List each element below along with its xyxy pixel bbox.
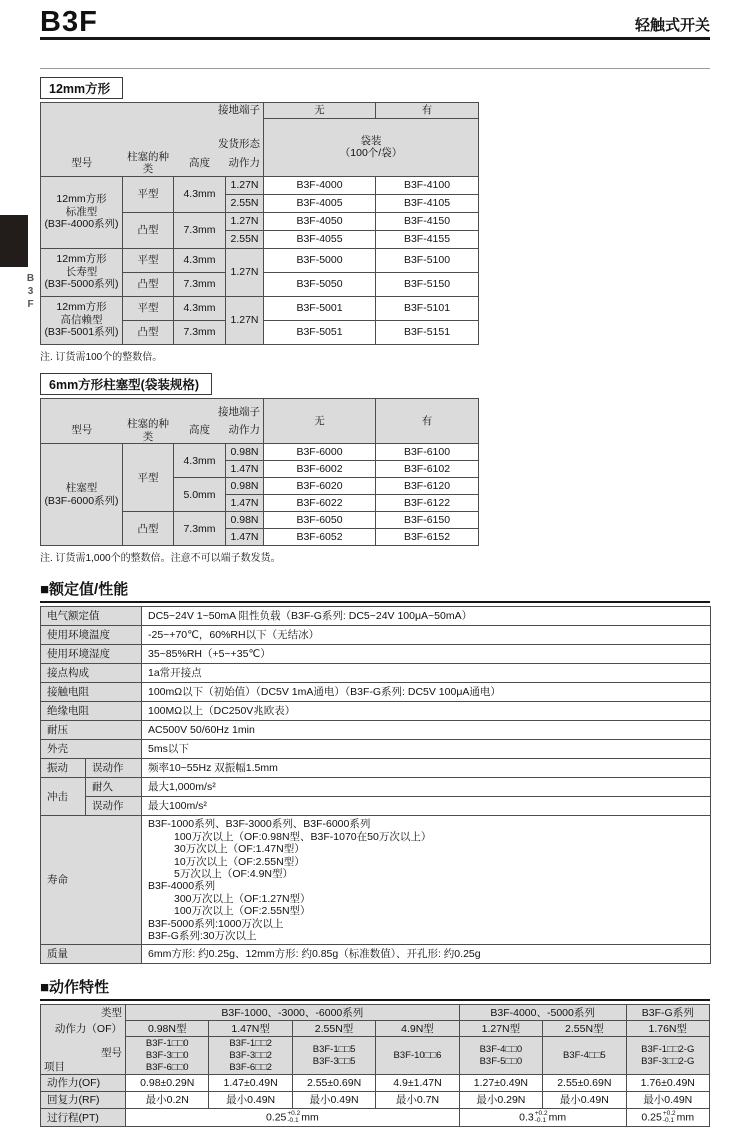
section-tab-marker [0,215,28,267]
plunger-cell: 凸型 [123,320,174,344]
force-cell: 0.98N [226,478,264,495]
rf-value: 最小0.49N [543,1092,626,1109]
series-line: (B3F-4000系列) [44,218,119,231]
rf-value: 最小0.7N [376,1092,459,1109]
header-with: 有 [376,398,479,444]
header-with: 有 [376,103,479,119]
pt-value: 0.25 +0.2 -0.1 mm [126,1109,460,1127]
plunger-cell: 平型 [123,248,174,272]
force-cell: 0.98N [226,444,264,461]
force-cell: 1.27N [226,248,264,296]
row-label: 动作力(OF) [41,1075,126,1092]
header-ship-form: 发货形态 [41,119,264,151]
force-cell: 2.55N [226,230,264,248]
life-line: 300万次以上（OF:1.27N型） [174,892,311,905]
rating-value: 100mΩ以下（初始值）（DC5V 1mA通电）（B3F-G系列: DC5V 100μA通电） [142,683,711,702]
model-cell: B3F-5151 [376,320,479,344]
plunger-cell: 平型 [123,176,174,212]
height-cell: 4.3mm [174,444,226,478]
product-category: 轻触式开关 [634,17,710,34]
divider [40,999,710,1001]
of-type: 1.76N型 [626,1021,709,1037]
rating-label: 绝缘电阻 [41,702,142,721]
model-group: B3F-1□□2 B3F-3□□2 B3F-6□□2 [209,1037,292,1075]
pt-value: 0.3 +0.2 -0.1 mm [459,1109,626,1127]
rating-value: 频率10~55Hz 双振幅1.5mm [142,759,711,778]
series-name-cell [41,296,123,344]
model-cell: B3F-4155 [376,230,479,248]
model-group: B3F-4□□0 B3F-5□□0 [459,1037,542,1075]
model-cell: B3F-6100 [376,444,479,461]
life-line: 100万次以上（OF:2.55N型） [174,905,311,918]
force-cell: 1.47N [226,495,264,512]
force-cell: 2.55N [226,194,264,212]
rating-label: 使用环境温度 [41,626,142,645]
caption-12mm: 12mm方形 [40,77,123,99]
table-12mm [40,102,479,345]
header-ground-terminal: 接地端子 [41,398,264,418]
bag-line1: 袋装 [360,134,382,147]
model-cell: B3F-4150 [376,212,479,230]
life-line: 10万次以上（OF:2.55N型） [174,855,305,868]
model-group: B3F-1□□2-G B3F-3□□2-G [626,1037,709,1075]
model-cell: B3F-4005 [264,194,376,212]
model-group: B3F-1□□5 B3F-3□□5 [292,1037,375,1075]
plunger-cell: 平型 [123,296,174,320]
rf-value: 最小0.29N [459,1092,542,1109]
product-title: B3F [40,6,98,38]
header-model-item [41,1037,126,1075]
header-force: 动作力 [226,418,264,444]
model-cell: B3F-5101 [376,296,479,320]
rating-value: 5ms以下 [142,740,711,759]
note-6mm: 注. 订货需1,000个的整数倍。注意不可以端子数发货。 [40,553,281,565]
bag-line2: （100个/袋） [339,147,403,160]
model-cell: B3F-6120 [376,478,479,495]
height-cell: 7.3mm [174,512,226,546]
rating-value: 6mm方形: 约0.25g、12mm方形: 约0.85g（标准数值）、开孔形: 约0.25g [142,945,711,964]
series-line: 12mm方形 [56,301,107,314]
model-group: B3F-4□□5 [543,1037,626,1075]
rating-sublabel: 误动作 [86,797,142,816]
divider [40,68,710,69]
force-cell: 1.47N [226,529,264,546]
side-tab-label: B3F [25,273,36,312]
note-12mm: 注. 订货需100个的整数倍。 [40,351,163,363]
series-line: 标准型 [65,205,98,218]
force-cell: 1.47N [226,461,264,478]
header-height: 高度 [174,418,226,444]
height-cell: 7.3mm [174,212,226,248]
header-without: 无 [264,398,376,444]
table-ratings [40,606,711,964]
life-line: B3F-4000系列 [148,880,216,893]
row-label: 过行程(PT) [41,1109,126,1127]
pt-value: 0.25 +0.2 -0.1 mm [626,1109,709,1127]
model-cell: B3F-4105 [376,194,479,212]
rating-label: 电气额定值 [41,607,142,626]
model-cell: B3F-4050 [264,212,376,230]
series-line: 柱塞型 [65,482,98,495]
of-value: 4.9±1.47N [376,1075,459,1092]
series-line: 12mm方形 [56,193,107,206]
series-group: B3F-G系列 [626,1005,709,1021]
height-cell: 7.3mm [174,320,226,344]
rf-value: 最小0.49N [626,1092,709,1109]
model-group: B3F-1□□0 B3F-3□□0 B3F-6□□0 [126,1037,209,1075]
header-item: 项目 [44,1061,65,1074]
force-cell: 1.27N [226,176,264,194]
life-line: 30万次以上（OF:1.47N型） [174,843,305,856]
rating-label: 寿命 [41,816,142,945]
header-of: 动作力（OF） [41,1021,126,1037]
header-model: 型号 [41,418,123,444]
table-6mm [40,398,479,547]
series-line: 12mm方形 [56,253,107,266]
life-value [142,816,711,945]
header-without: 无 [264,103,376,119]
series-group: B3F-1000、-3000、-6000系列 [126,1005,460,1021]
of-value: 1.27±0.49N [459,1075,542,1092]
of-value: 0.98±0.29N [126,1075,209,1092]
life-line: B3F-1000系列、B3F-3000系列、B3F-6000系列 [148,818,371,831]
rating-label: 外壳 [41,740,142,759]
model-cell: B3F-6150 [376,512,479,529]
height-cell: 7.3mm [174,272,226,296]
rating-label: 耐压 [41,721,142,740]
of-value: 1.47±0.49N [209,1075,292,1092]
rf-value: 最小0.2N [126,1092,209,1109]
series-line: (B3F-5000系列) [44,278,119,291]
model-cell: B3F-5100 [376,248,479,272]
model-group: B3F-10□□6 [376,1037,459,1075]
header-plunger: 柱塞的种类 [123,151,174,177]
model-cell: B3F-5150 [376,272,479,296]
rating-sublabel: 误动作 [86,759,142,778]
model-cell: B3F-6022 [264,495,376,512]
model-cell: B3F-5000 [264,248,376,272]
header-height: 高度 [174,151,226,177]
model-cell: B3F-6000 [264,444,376,461]
model-cell: B3F-6050 [264,512,376,529]
of-type: 1.27N型 [459,1021,542,1037]
model-cell: B3F-6002 [264,461,376,478]
series-line: (B3F-6000系列) [44,494,119,507]
force-cell: 1.27N [226,296,264,344]
rf-value: 最小0.49N [292,1092,375,1109]
section-title-operating: ■动作特性 [40,979,110,997]
force-cell: 0.98N [226,512,264,529]
header-ground-terminal: 接地端子 [41,103,264,119]
plunger-cell: 平型 [123,444,174,512]
page-header [40,0,710,40]
model-cell: B3F-6122 [376,495,479,512]
rating-label: 振动 [41,759,86,778]
of-value: 2.55±0.69N [292,1075,375,1092]
rating-value: 最大1,000m/s² [142,778,711,797]
of-type: 0.98N型 [126,1021,209,1037]
of-type: 4.9N型 [376,1021,459,1037]
rating-value: DC5~24V 1~50mA 阻性负载（B3F-G系列: DC5~24V 100μA~50mA） [142,607,711,626]
header-force: 动作力 [226,151,264,177]
divider [40,601,710,603]
header-model: 型号 [41,151,123,177]
of-type: 2.55N型 [292,1021,375,1037]
header-type: 类型 [41,1005,126,1021]
series-group: B3F-4000、-5000系列 [459,1005,626,1021]
plunger-cell: 凸型 [123,512,174,546]
of-type: 2.55N型 [543,1021,626,1037]
rating-value: AC500V 50/60Hz 1min [142,721,711,740]
rating-label: 使用环境湿度 [41,645,142,664]
plunger-cell: 凸型 [123,212,174,248]
header-plunger: 柱塞的种类 [123,418,174,444]
model-cell: B3F-5001 [264,296,376,320]
model-cell: B3F-5051 [264,320,376,344]
life-line: 100万次以上（OF:0.98N型、B3F-1070在50万次以上） [174,830,432,843]
rating-value: 100MΩ以上（DC250V兆欧表） [142,702,711,721]
table-operating [40,1004,710,1127]
series-name-cell [41,176,123,248]
of-value: 1.76±0.49N [626,1075,709,1092]
model-cell: B3F-4055 [264,230,376,248]
rating-value: 35~85%RH（+5~+35℃） [142,645,711,664]
model-cell: B3F-6052 [264,529,376,546]
life-line: B3F-5000系列:1000万次以上 [148,917,284,930]
series-line: 高信赖型 [60,313,103,326]
model-cell: B3F-6020 [264,478,376,495]
of-value: 2.55±0.69N [543,1075,626,1092]
row-label: 回复力(RF) [41,1092,126,1109]
rating-label: 质量 [41,945,142,964]
series-name-cell [41,248,123,296]
model-cell: B3F-5050 [264,272,376,296]
header-model: 型号 [101,1046,122,1059]
rating-value: 最大100m/s² [142,797,711,816]
height-cell: 4.3mm [174,296,226,320]
header-bag [264,119,479,177]
height-cell: 4.3mm [174,248,226,272]
model-cell: B3F-4100 [376,176,479,194]
series-line: (B3F-5001系列) [44,326,119,339]
plunger-cell: 凸型 [123,272,174,296]
model-cell: B3F-4000 [264,176,376,194]
model-cell: B3F-6102 [376,461,479,478]
rating-label: 冲击 [41,778,86,816]
height-cell: 4.3mm [174,176,226,212]
rating-value: 1a常开接点 [142,664,711,683]
rating-label: 接触电阻 [41,683,142,702]
life-line: B3F-G系列:30万次以上 [148,930,257,943]
series-line: 长寿型 [65,265,98,278]
rating-sublabel: 耐久 [86,778,142,797]
force-cell: 1.27N [226,212,264,230]
caption-6mm: 6mm方形柱塞型(袋装规格) [40,373,212,395]
rf-value: 最小0.49N [209,1092,292,1109]
section-title-ratings: ■额定值/性能 [40,581,129,599]
rating-label: 接点构成 [41,664,142,683]
rating-value: -25~+70℃，60%RH以下（无结冰） [142,626,711,645]
series-name-cell [41,444,123,546]
height-cell: 5.0mm [174,478,226,512]
of-type: 1.47N型 [209,1021,292,1037]
life-line: 5万次以上（OF:4.9N型） [174,868,294,880]
model-cell: B3F-6152 [376,529,479,546]
